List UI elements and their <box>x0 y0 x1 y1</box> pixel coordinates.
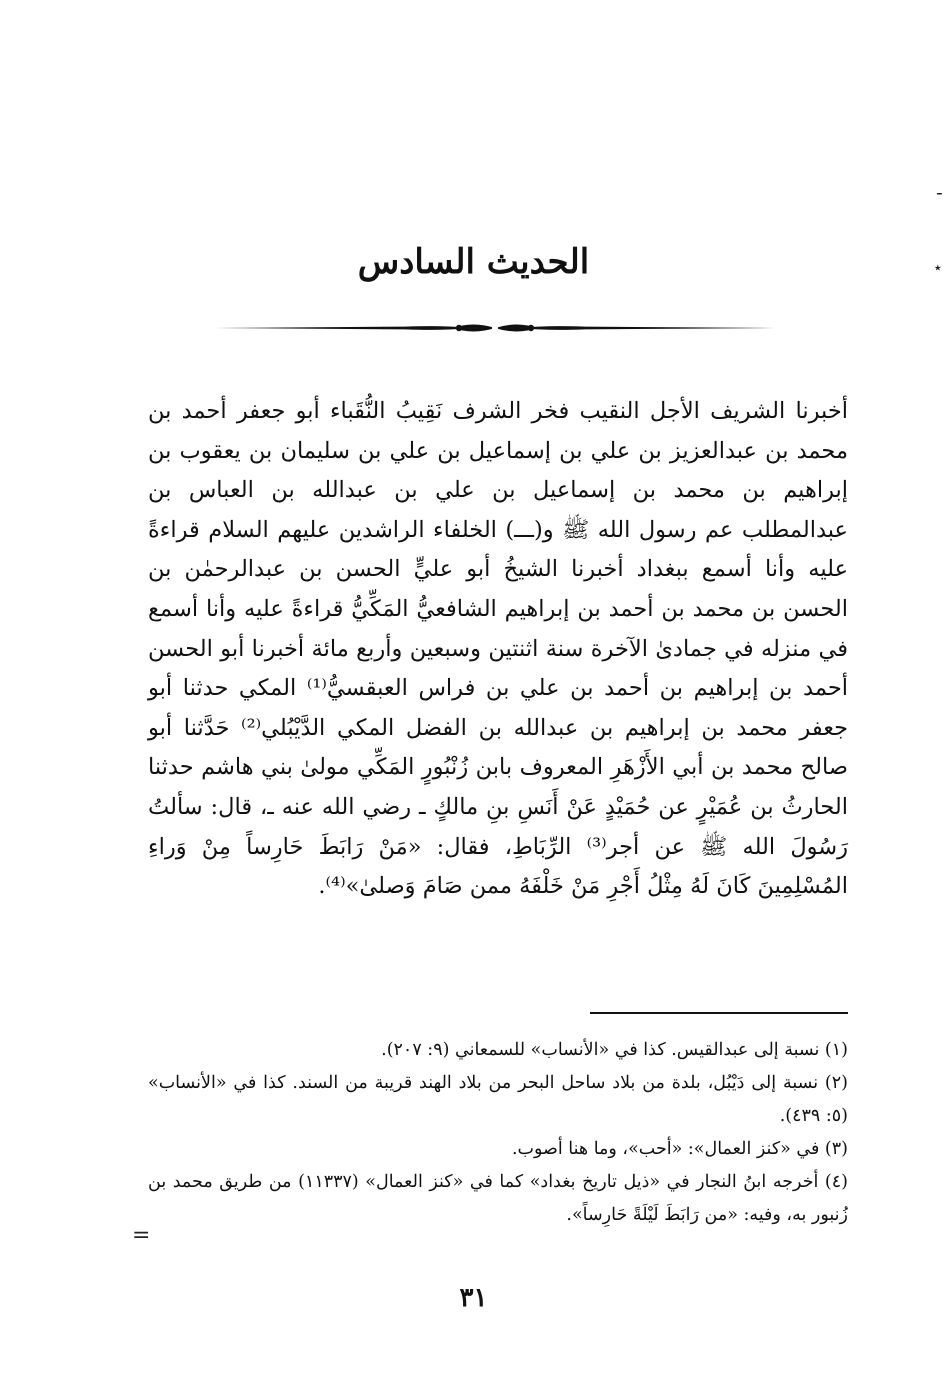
hadith-text: أخبرنا الشريف الأجل النقيب فخر الشرف نَقِيبُ النُّقَباء أبو جعفر أحمد بن محمد بن عبدالعزيز بن علي بن إسماعيل بن علي بن سليمان بن يعقوب بن إبراهيم بن محمد بن إسماعيل بن علي بن عبدالله بن العباس بن عبدالمطلب عم رسول الله ﷺ و(ـــ) الخلفاء الراشدين عليهم السلام قراءةً عليه وأنا أسمع ببغداد أخبرنا الشيخُ أبو عليٍّ الحسن بن عبدالرحمٰن بن الحسن بن محمد بن أحمد بن إبراهيم الشافعيُّ المَكِّيُّ قراءةً عليه وأنا أسمع في منزله في جمادىٰ الآخرة سنة اثنتين وسبعين وأربع مائة أخبرنا أبو الحسن أحمد بن إبراهيم بن أحمد بن علي بن فراس العبقسيُّ⁽¹⁾ المكي حدثنا أبو جعفر محمد بن إبراهيم بن عبدالله بن الفضل المكي الدَّيْبُلي⁽²⁾ حَدَّثنا أبو صالح محمد بن أبي الأَزْهَرِ المعروف بابن زُنْبُورٍ المَكِّي مولىٰ بني هاشم حدثنا الحارثُ بن عُمَيْرٍ عن حُمَيْدٍ عَنْ أَنَسِ بنِ مالكٍ ـ رضي الله عنه ـ، قال: سألتُ رَسُولَ الله ﷺ عن أجر⁽³⁾ الرِّبَاطِ، فقال: «مَنْ رَابَطَ حَارِساً مِنْ وَراءِ المُسْلِمِينَ كَانَ لَهُ مِثْلُ أَجْرِ مَنْ خَلْفَهُ ممن صَامَ وَصلىٰ»⁽⁴⁾. <box>148 398 849 900</box>
footnote-separator <box>590 1012 848 1014</box>
margin-mark-top: - <box>936 180 943 204</box>
title-ornament <box>215 318 775 338</box>
margin-mark-bottom: = <box>132 1223 151 1248</box>
footnote-1: (١) نسبة إلى عبدالقيس. كذا في «الأنساب» للسمعاني (٩: ٢٠٧). <box>381 1040 848 1060</box>
footnote-3: (٣) في «كنز العمال»: «أحب»، وما هنا أصوب. <box>511 1139 848 1159</box>
footnotes-list <box>148 1034 848 1232</box>
page-number: ٣١ <box>459 1283 488 1313</box>
margin-mark-mid: ٭ <box>934 260 942 276</box>
footnote-2: (٢) نسبة إلى دَيْبُل، بلدة من بلاد ساحل البحر من بلاد الهند قريبة من السند. كذا في «الأنساب» (٥: ٤٣٩). <box>148 1073 848 1126</box>
hadith-title: الحديث السادس <box>357 242 590 282</box>
footnote-4: (٤) أخرجه ابنُ النجار في «ذيل تاريخ بغداد» كما في «كنز العمال» (١١٣٣٧) من طريق محمد بن زُنبور به، وفيه: «من رَابَطَ لَيْلَةً حَارِساً». <box>148 1172 848 1225</box>
